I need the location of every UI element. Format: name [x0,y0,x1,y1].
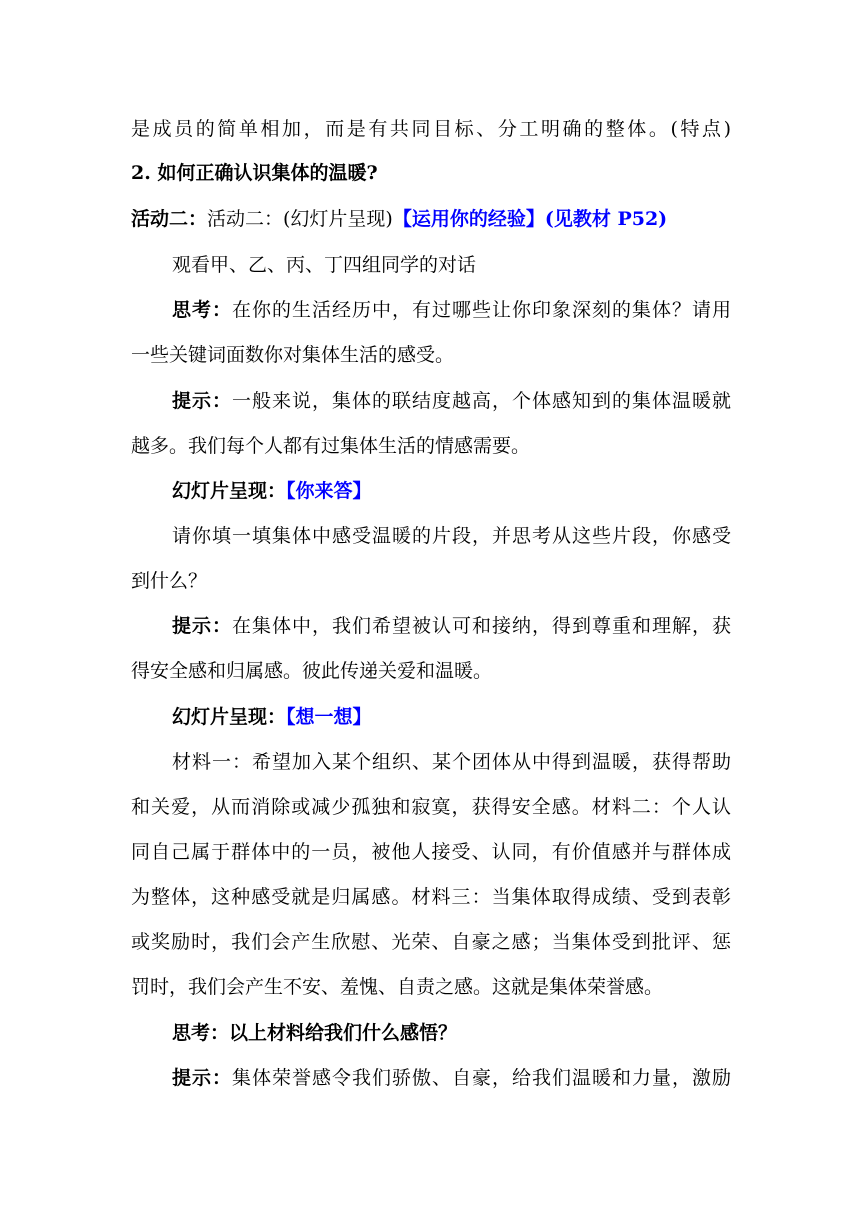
text-span: 和关爱，从而消除或减少孤独和寂寞，获得安全感。材料二：个人认 [131,796,731,818]
text-span: 得安全感和归属感。彼此传递关爱和温暖。 [131,660,493,682]
paragraph-line-1 [131,117,731,141]
text-span: 同自己属于群体中的一员，被他人接受、认同，有价值感并与群体成 [131,841,731,863]
paragraph-line-10 [172,524,731,548]
material-line-3 [131,840,731,864]
think-line-2 [131,343,731,367]
text-span: 为整体，这种感受就是归属感。材料三：当集体取得成绩、受到表彰 [131,886,731,908]
material-line-2 [131,795,731,819]
hint-text: 一般来说，集体的联结度越高，个体感知到的集体温暖就 [232,390,731,412]
material-line-5 [131,930,731,954]
slide-label: 幻灯片呈现： [172,706,287,728]
hint-line-1 [172,389,731,413]
activity-text: 活动二：(幻灯片呈现) [207,208,393,230]
activity-two-line [131,207,731,231]
text-span: 或奖励时，我们会产生欣慰、光荣、自豪之感；当集体受到批评、惩 [131,931,731,953]
section-heading-2 [131,161,731,185]
think-text: 在你的生活经历中，有过哪些让你印象深刻的集体？请用 [232,299,731,321]
slide-present-line-1 [172,479,731,503]
text-span: 一些关键词面数你对集体生活的感受。 [131,344,455,366]
hint-label: 提示： [172,1067,232,1089]
think-question-line [172,1021,731,1045]
hint-text: 在集体中，我们希望被认可和接纳，得到尊重和理解，获 [232,615,731,637]
text-span: 思考：以上材料给我们什么感悟？ [172,1022,458,1044]
material-line-1 [172,750,731,774]
slide-highlight: 【想一想】 [286,706,372,728]
paragraph-line-11 [131,569,731,593]
activity-highlight: 【运用你的经验】(见教材 P52) [392,208,668,230]
hint-label: 提示： [172,390,232,412]
hint-line-2 [131,434,731,458]
hint-line-3 [172,614,731,638]
slide-highlight: 【你来答】 [286,480,372,502]
text-span: 观看甲、乙、丙、丁四组同学的对话 [172,254,477,276]
text-span: 是成员的简单相加，而是有共同目标、分工明确的整体。(特点) [131,118,731,140]
hint-line-4 [131,659,731,683]
hint-text: 集体荣誉感令我们骄傲、自豪，给我们温暖和力量，激励 [232,1067,731,1089]
hint-line-5 [172,1066,731,1090]
material-line-6 [131,975,731,999]
text-span: 越多。我们每个人都有过集体生活的情感需要。 [131,435,531,457]
activity-label: 活动二： [131,208,208,230]
text-span: 材料一：希望加入某个组织、某个团体从中得到温暖，获得帮助 [172,751,731,773]
think-line-1 [172,298,731,322]
paragraph-line-4 [172,253,731,277]
slide-present-line-2 [172,705,731,729]
hint-label: 提示： [172,615,232,637]
text-span: 罚时，我们会产生不安、羞愧、自责之感。这就是集体荣誉感。 [131,976,664,998]
think-label: 思考： [172,299,232,321]
heading-text: 2. 如何正确认识集体的温暖? [131,162,378,184]
text-span: 到什么？ [131,570,208,592]
material-line-4 [131,885,731,909]
text-span: 请你填一填集体中感受温暖的片段，并思考从这些片段，你感受 [172,525,731,547]
slide-label: 幻灯片呈现： [172,480,287,502]
